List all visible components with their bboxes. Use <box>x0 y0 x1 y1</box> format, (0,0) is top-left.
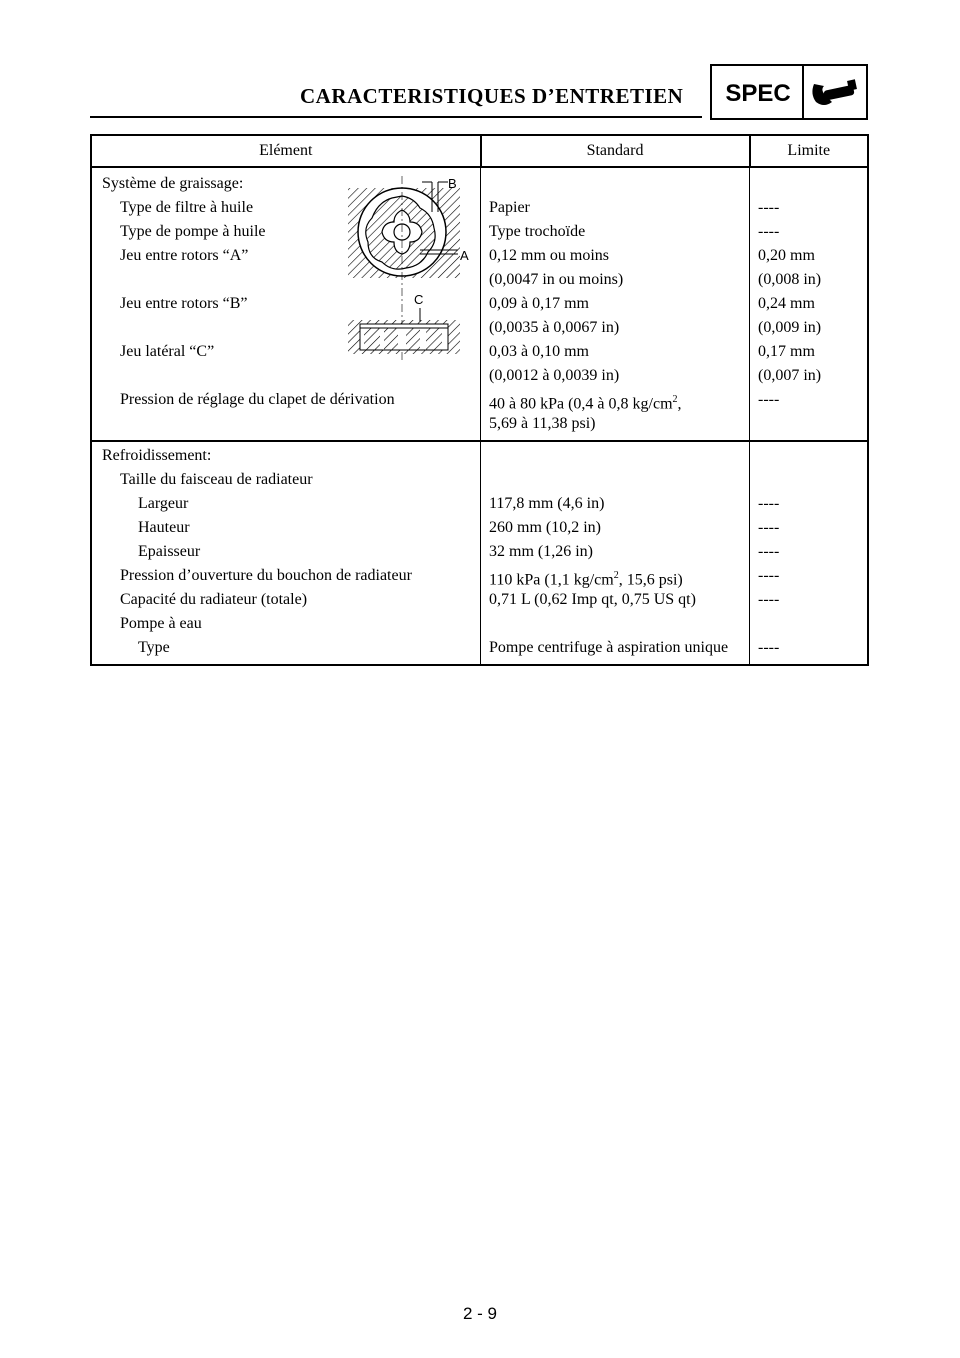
core-width-label: Largeur <box>138 495 189 512</box>
badge-divider <box>802 66 804 118</box>
core-size-label: Taille du faisceau de radiateur <box>120 471 313 488</box>
oil-filter-type-limit: ---- <box>758 199 780 216</box>
side-c-standard-mm: 0,03 à 0,10 mm <box>489 343 589 360</box>
page-number: 2 - 9 <box>462 1304 498 1323</box>
bypass-standard-line1: 40 à 80 kPa (0,4 à 0,8 $kg/cm^2$, <box>489 394 682 413</box>
col-header-standard: Standard <box>481 135 750 167</box>
core-width-limit: ---- <box>758 495 780 512</box>
rotor-a-limit-mm: 0,20 mm <box>758 247 815 264</box>
cap-pressure-label: Pression d’ouverture du bouchon de radiateur <box>120 567 412 584</box>
label-b: B <box>448 176 457 191</box>
spec-label: SPEC <box>725 80 791 107</box>
radiator-capacity-label: Capacité du radiateur (totale) <box>120 591 308 608</box>
col-header-element: Elément <box>91 135 481 167</box>
side-c-limit-mm: 0,17 mm <box>758 343 815 360</box>
rotor-b-standard-mm: 0,09 à 0,17 mm <box>489 295 589 312</box>
core-thickness-limit: ---- <box>758 543 780 560</box>
oil-filter-type-standard: Papier <box>489 199 530 216</box>
radiator-capacity-standard: 0,71 L (0,62 Imp qt, 0,75 US qt) <box>489 591 696 608</box>
rotor-a-standard-mm: 0,12 mm ou moins <box>489 247 610 264</box>
oil-filter-type-label: Type de filtre à huile <box>120 199 254 216</box>
oil-pump-type-standard: Type trochoïde <box>489 223 586 240</box>
core-thickness-label: Epaisseur <box>138 543 201 560</box>
water-pump-type-standard: Pompe centrifuge à aspiration unique <box>489 639 729 656</box>
side-c-standard-in: (0,0012 à 0,0039 in) <box>489 367 620 384</box>
cooling-block <box>91 441 868 665</box>
cap-pressure-standard: 110 kPa (1,1 $kg/cm^2$, 15,6 psi) <box>489 570 683 589</box>
title-underline <box>90 116 702 118</box>
rotor-clearance-b-label: Jeu entre rotors “B” <box>120 295 248 312</box>
label-c: C <box>414 292 424 307</box>
col-header-limit: Limite <box>750 135 869 167</box>
rotor-clearance-a-label: Jeu entre rotors “A” <box>120 247 249 264</box>
side-clearance-c-label: Jeu latéral “C” <box>120 343 215 360</box>
lubrication-title: Système de graissage: <box>102 175 244 192</box>
spec-table <box>90 134 869 666</box>
core-thickness-standard: 32 mm (1,26 in) <box>489 543 593 560</box>
bypass-standard-line2: 5,69 à 11,38 psi) <box>489 415 596 432</box>
rotor-a-limit-in: (0,008 in) <box>758 271 822 288</box>
side-c-limit-in: (0,007 in) <box>758 367 822 384</box>
spec-badge <box>710 64 868 120</box>
table-header-row <box>91 135 868 167</box>
rotor-b-limit-in: (0,009 in) <box>758 319 822 336</box>
core-height-limit: ---- <box>758 519 780 536</box>
bypass-limit: ---- <box>758 391 780 408</box>
water-pump-type-limit: ---- <box>758 639 780 656</box>
water-pump-label: Pompe à eau <box>120 615 202 632</box>
water-pump-type-label: Type <box>138 639 170 656</box>
oil-pump-rotor-diagram <box>340 172 472 362</box>
cap-pressure-limit: ---- <box>758 567 780 584</box>
core-height-label: Hauteur <box>138 519 190 536</box>
core-height-standard: 260 mm (10,2 in) <box>489 519 601 536</box>
lubrication-block <box>91 167 868 441</box>
rotor-a-standard-in: (0,0047 in ou moins) <box>489 271 624 288</box>
label-a: A <box>460 248 469 263</box>
radiator-capacity-limit: ---- <box>758 591 780 608</box>
rotor-b-limit-mm: 0,24 mm <box>758 295 815 312</box>
page-title: CARACTERISTIQUES D’ENTRETIEN <box>300 84 684 108</box>
oil-pump-type-limit: ---- <box>758 223 780 240</box>
bypass-valve-pressure-label: Pression de réglage du clapet de dérivation <box>120 391 395 408</box>
wrench-icon <box>808 76 864 112</box>
core-width-standard: 117,8 mm (4,6 in) <box>489 495 605 512</box>
oil-pump-type-label: Type de pompe à huile <box>120 223 266 240</box>
rotor-b-standard-in: (0,0035 à 0,0067 in) <box>489 319 620 336</box>
cooling-title: Refroidissement: <box>102 447 212 464</box>
